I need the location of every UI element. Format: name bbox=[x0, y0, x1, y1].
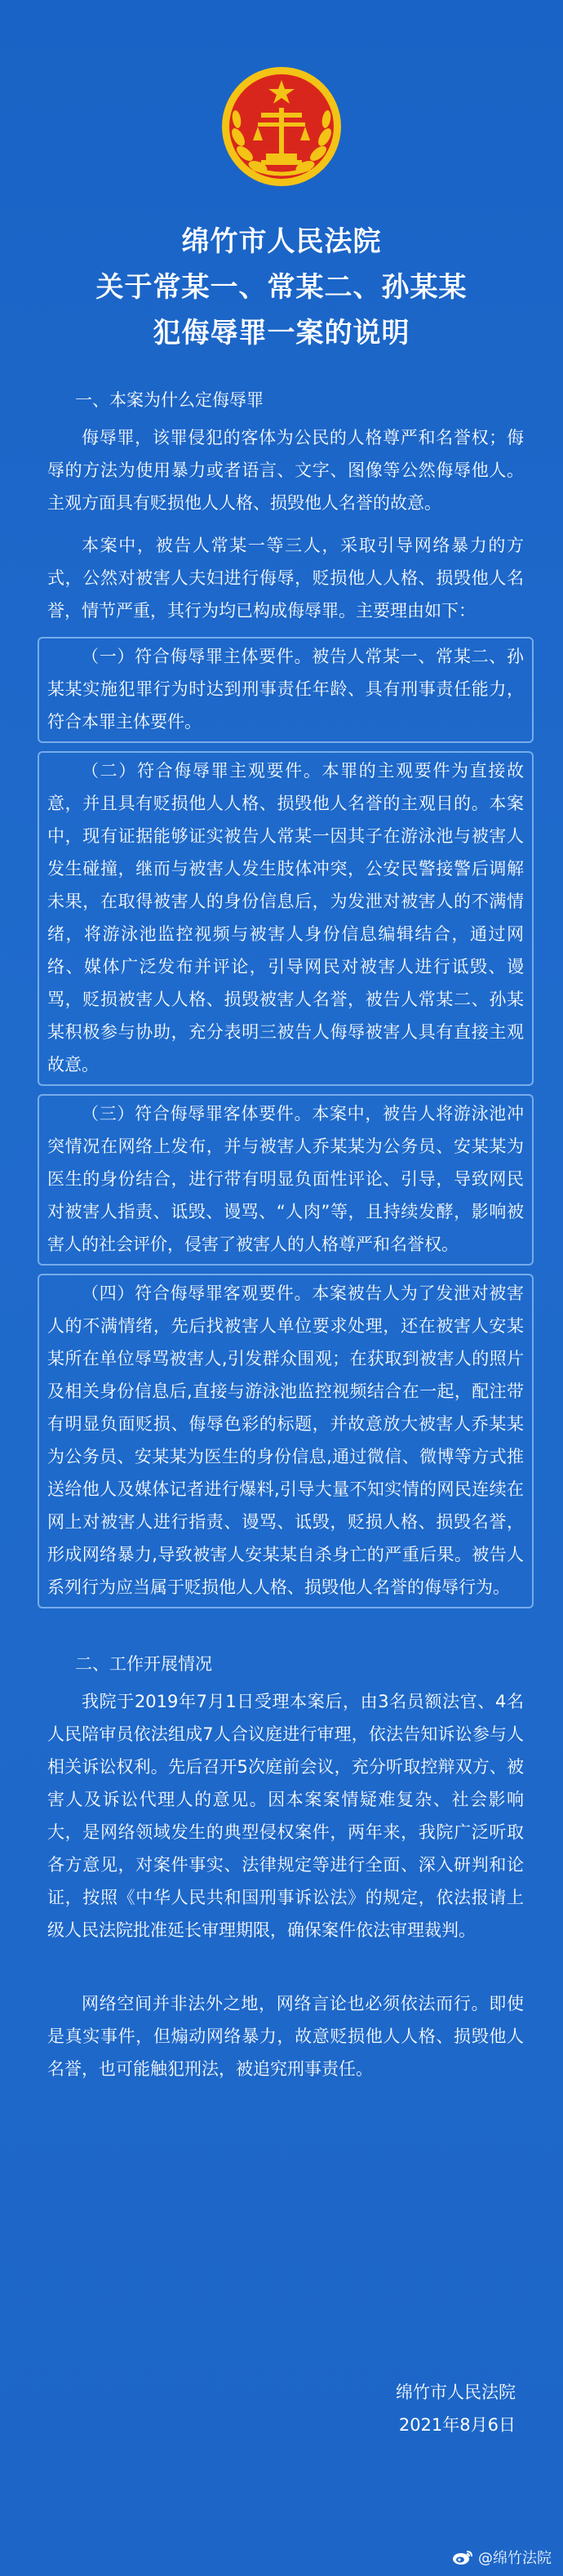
title-line-1: 关于常某一、常某二、孙某某 bbox=[95, 271, 468, 304]
title-line-2: 犯侮辱罪一案的说明 bbox=[153, 317, 410, 349]
section-2-heading: 二、工作开展情况 bbox=[75, 1654, 212, 1674]
reason-box-4 bbox=[38, 1274, 534, 1608]
signature-name: 绵竹市人民法院 bbox=[396, 2382, 516, 2402]
reason-2-text: （二）符合侮辱罪主观要件。本罪的主观要件为直接故意，并且具有贬损他人人格、损毁他人名誉的主观目的。本案中，现有证据能够证实被告人常某一因其子在游泳池与被害人发生碰撞，继而与被害人发生肢体冲突，公安民警接警后调解未果，在取得被害人的身份信息后，为发泄对被害人的不满情绪，将游泳池监控视频与被害人身份信息编辑结合，通过网络、媒体广泛发布并评论，引导网民对被害人进行诋毁、谩骂，贬损被害人人格、损毁被害人名誉，被告人常某二、孙某某积极参与协助，充分表明三被告人侮辱被害人具有直接主观故意。 bbox=[47, 761, 524, 1074]
court-emblem-icon bbox=[220, 65, 343, 188]
signature-date: 2021年8月6日 bbox=[398, 2415, 516, 2435]
section-spacer bbox=[47, 1617, 524, 1648]
court-name: 绵竹市人民法院 bbox=[181, 225, 382, 258]
article-body bbox=[47, 384, 524, 2095]
closing-paragraph: 网络空间并非法外之地，网络言论也必须依法而行。即使是真实事件，但煽动网络暴力，故意贬损他人人格、损毁他人名誉，也可能触犯刑法，被追究刑事责任。 bbox=[47, 1994, 524, 2079]
section-1-paragraph-1: 侮辱罪，该罪侵犯的客体为公民的人格尊严和名誉权；侮辱的方法为使用暴力或者语言、文字、图像等公然侮辱他人。主观方面具有贬损他人人格、损毁他人名誉的故意。 bbox=[47, 428, 524, 513]
signature-block bbox=[396, 2376, 516, 2441]
reason-1-text: （一）符合侮辱罪主体要件。被告人常某一、常某二、孙某某实施犯罪行为时达到刑事责任年龄、具有刑事责任能力，符合本罪主体要件。 bbox=[47, 647, 524, 732]
section-1-heading: 一、本案为什么定侮辱罪 bbox=[75, 390, 264, 410]
watermark bbox=[452, 2547, 552, 2568]
section-2-paragraph-1: 我院于2019年7月1日受理本案后，由3名员额法官、4名人民陪审员依法组成7人合议庭进行审理，依法告知诉讼参与人相关诉讼权利。先后召开5次庭前会议，充分听取控辩双方、被害人及诉讼代理人的意见。因本案案情疑难复杂、社会影响大，是网络领域发生的典型侵权案件，两年来，我院广泛听取各方意见，对案件事实、法律规定等进行全面、深入研判和论证，按照《中华人民共和国刑事诉讼法》的规定，依法报请上级人民法院批准延长审理期限，确保案件依法审理裁判。 bbox=[47, 1692, 524, 1940]
weibo-icon bbox=[452, 2549, 473, 2565]
reason-3-text: （三）符合侮辱罪客体要件。本案中，被告人将游泳池冲突情况在网络上发布，并与被害人乔某某为公务员、安某某为医生的身份结合，进行带有明显负面性评论、引导，导致网民对被害人指责、诋毁、谩骂、“人肉”等，且持续发酵，影响被害人的社会评价，侵害了被害人的人格尊严和名誉权。 bbox=[47, 1104, 524, 1254]
title-block bbox=[0, 219, 563, 356]
reason-box-1 bbox=[38, 637, 534, 743]
reason-box-3 bbox=[38, 1094, 534, 1266]
reason-4-text: （四）符合侮辱罪客观要件。本案被告人为了发泄对被害人的不满情绪，先后找被害人单位要求处理，还在被害人安某某所在单位辱骂被害人,引发群众围观；在获取到被害人的照片及相关身份信息后,直接与游泳池监控视频结合在一起，配注带有明显负面贬损、侮辱色彩的标题，并故意放大被害人乔某某为公务员、安某某为医生的身份信息,通过微信、微博等方式推送给他人及媒体记者进行爆料,引导大量不知实情的网民连续在网上对被害人进行指责、谩骂、诋毁，贬损人格、损毁名誉，形成网络暴力,导致被害人安某某自杀身亡的严重后果。被告人系列行为应当属于贬损他人人格、损毁他人名誉的侮辱行为。 bbox=[47, 1284, 524, 1597]
watermark-text: @绵竹法院 bbox=[478, 2550, 552, 2567]
reason-box-2 bbox=[38, 751, 534, 1086]
section-1-paragraph-2: 本案中，被告人常某一等三人，采取引导网络暴力的方式，公然对被害人夫妇进行侮辱，贬损他人人格、损毁他人名誉，情节严重，其行为均已构成侮辱罪。主要理由如下： bbox=[47, 536, 524, 621]
section-spacer bbox=[47, 1956, 524, 1987]
